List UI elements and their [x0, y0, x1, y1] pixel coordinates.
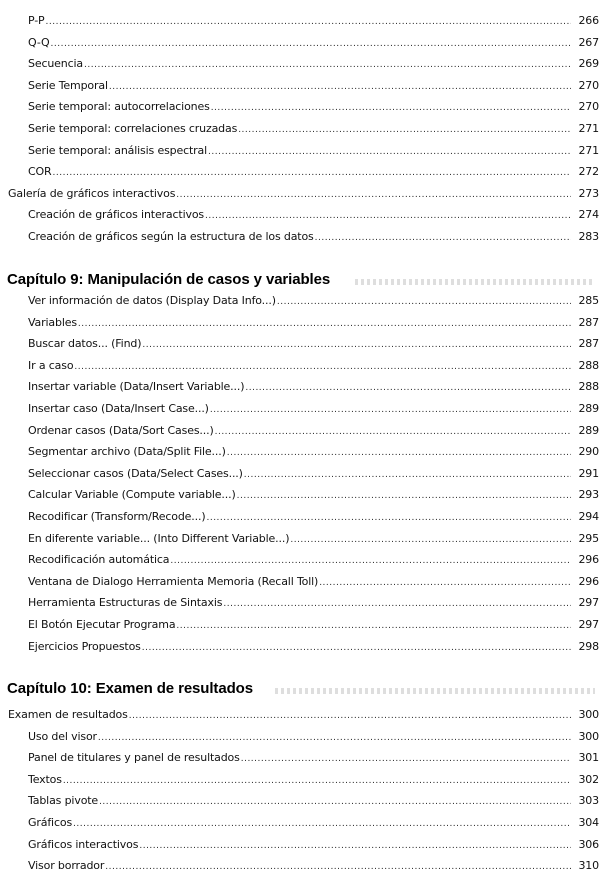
toc-entry[interactable] — [0, 855, 600, 877]
toc-entry-page-number: 270 — [578, 100, 599, 114]
toc-entry-label: Insertar caso (Data/Insert Case...) — [28, 401, 209, 415]
toc-entry[interactable] — [0, 398, 600, 420]
toc-entry-label: Galería de gráficos interactivos — [8, 186, 176, 200]
toc-entry[interactable] — [0, 834, 600, 856]
chapter-10-heading: Capítulo 10: Examen de resultados — [7, 680, 253, 697]
toc-entry[interactable] — [0, 290, 600, 312]
dot-leader — [84, 55, 571, 77]
toc-entry-page-number: 303 — [578, 794, 599, 808]
toc-entry-page-number: 273 — [578, 186, 599, 200]
toc-entry-page-number: 291 — [578, 466, 599, 480]
toc-entry[interactable] — [0, 10, 600, 32]
toc-entry-label: Recodificar (Transform/Recode...) — [28, 509, 206, 523]
toc-entry-label: En diferente variable... (Into Different Variable...) — [28, 531, 290, 545]
toc-entry[interactable] — [0, 312, 600, 334]
toc-entry-label: Gráficos interactivos — [28, 837, 139, 851]
dot-leader — [142, 335, 571, 357]
toc-entry-label: Creación de gráficos según la estructura de los datos — [28, 229, 314, 243]
toc-entry[interactable] — [0, 747, 600, 769]
dot-leader — [210, 400, 571, 422]
toc-entry-page-number: 295 — [578, 531, 599, 545]
toc-entry-page-number: 301 — [578, 751, 599, 765]
dot-leader — [227, 443, 571, 465]
toc-group-chapter-10 — [0, 704, 600, 877]
dot-leader — [129, 706, 571, 728]
toc-entry[interactable] — [0, 53, 600, 75]
dot-leader — [139, 836, 571, 858]
toc-entry-page-number: 287 — [578, 337, 599, 351]
toc-entry-label: Recodificación automática — [28, 553, 170, 567]
dot-leader — [290, 530, 571, 552]
toc-entry-page-number: 283 — [578, 229, 599, 243]
toc-entry[interactable] — [0, 355, 600, 377]
toc-entry-page-number: 289 — [578, 423, 599, 437]
toc-entry[interactable] — [0, 528, 600, 550]
toc-entry-page-number: 271 — [578, 121, 599, 135]
toc-entry[interactable] — [0, 376, 600, 398]
dot-leader — [319, 573, 571, 595]
toc-entry-label: Tablas pivote — [28, 794, 99, 808]
toc-entry-label: COR — [28, 165, 52, 179]
toc-entry[interactable] — [0, 333, 600, 355]
toc-entry-label: Visor borrador — [28, 859, 105, 873]
toc-entry-page-number: 304 — [578, 815, 599, 829]
dot-leader — [105, 857, 571, 879]
toc-entry[interactable] — [0, 769, 600, 791]
toc-entry-page-number: 272 — [578, 165, 599, 179]
toc-entry-page-number: 306 — [578, 837, 599, 851]
dot-leader — [46, 12, 571, 34]
toc-entry-label: Ordenar casos (Data/Sort Cases...) — [28, 423, 214, 437]
toc-entry-label: Herramienta Estructuras de Sintaxis — [28, 596, 223, 610]
toc-entry-label: Serie Temporal — [28, 78, 108, 92]
toc-entry-page-number: 300 — [578, 729, 599, 743]
dot-leader — [142, 638, 571, 660]
dot-leader — [99, 792, 571, 814]
dot-leader — [238, 120, 571, 142]
dot-leader — [277, 292, 571, 314]
toc-entry[interactable] — [0, 75, 600, 97]
toc-entry[interactable] — [0, 96, 600, 118]
dot-leader — [74, 357, 571, 379]
chapter-9-heading: Capítulo 9: Manipulación de casos y variables — [7, 271, 331, 288]
dot-leader — [73, 814, 571, 836]
toc-entry[interactable] — [0, 549, 600, 571]
dot-leader — [206, 508, 571, 530]
toc-entry-page-number: 298 — [578, 639, 599, 653]
dot-leader — [215, 422, 571, 444]
toc-entry-page-number: 293 — [578, 488, 599, 502]
toc-entry-page-number: 270 — [578, 78, 599, 92]
dot-leader — [315, 228, 571, 250]
toc-entry-page-number: 288 — [578, 380, 599, 394]
toc-entry-page-number: 289 — [578, 401, 599, 415]
dot-leader — [208, 142, 571, 164]
toc-entry[interactable] — [0, 614, 600, 636]
toc-entry[interactable] — [0, 226, 600, 248]
toc-entry-page-number: 285 — [578, 294, 599, 307]
dot-leader — [176, 185, 571, 207]
toc-entry-page-number: 271 — [578, 143, 599, 157]
dot-leader — [63, 771, 571, 793]
toc-entry-page-number: 287 — [578, 315, 599, 329]
toc-entry-label: Serie temporal: correlaciones cruzadas — [28, 121, 238, 135]
bleed-through-mark — [275, 688, 595, 694]
toc-entry[interactable] — [0, 32, 600, 54]
toc-entry[interactable] — [0, 463, 600, 485]
toc-entry-label: Serie temporal: autocorrelaciones — [28, 100, 210, 114]
bleed-through-mark — [355, 279, 595, 285]
dot-leader — [170, 551, 571, 573]
dot-leader — [205, 206, 571, 228]
toc-entry-page-number: 300 — [578, 708, 599, 721]
toc-entry-page-number: 266 — [578, 14, 599, 27]
toc-entry[interactable] — [0, 592, 600, 614]
toc-group-chapter-9 — [0, 290, 600, 657]
toc-entry-page-number: 302 — [578, 772, 599, 786]
toc-entry[interactable] — [0, 571, 600, 593]
dot-leader — [244, 465, 571, 487]
toc-entry-label: P-P — [28, 14, 45, 27]
dot-leader — [78, 314, 571, 336]
toc-entry[interactable] — [0, 484, 600, 506]
toc-entry-page-number: 269 — [578, 57, 599, 71]
dot-leader — [98, 728, 571, 750]
toc-entry[interactable] — [0, 790, 600, 812]
toc-entry-page-number: 296 — [578, 574, 599, 588]
toc-entry-label: Ver información de datos (Display Data Info...) — [28, 294, 276, 307]
toc-entry-label: Creación de gráficos interactivos — [28, 208, 205, 222]
toc-entry-label: Q-Q — [28, 35, 50, 49]
toc-group-top — [0, 10, 600, 248]
toc-entry[interactable] — [0, 812, 600, 834]
toc-entry-page-number: 297 — [578, 596, 599, 610]
toc-entry-label: Buscar datos... (Find) — [28, 337, 142, 351]
toc-entry-label: Variables — [28, 315, 77, 329]
toc-entry-page-number: 297 — [578, 617, 599, 631]
toc-entry[interactable] — [0, 118, 600, 140]
toc-entry-label: Ejercicios Propuestos — [28, 639, 141, 653]
toc-entry[interactable] — [0, 204, 600, 226]
toc-entry-page-number: 310 — [578, 859, 599, 873]
toc-entry-label: Secuencia — [28, 57, 84, 71]
toc-entry-label: Calcular Variable (Compute variable...) — [28, 488, 236, 502]
toc-entry-label: Uso del visor — [28, 729, 97, 743]
toc-entry[interactable] — [0, 161, 600, 183]
toc-entry[interactable] — [0, 726, 600, 748]
toc-entry[interactable] — [0, 704, 600, 726]
toc-entry-page-number: 274 — [578, 208, 599, 222]
dot-leader — [51, 34, 571, 56]
toc-entry[interactable] — [0, 140, 600, 162]
dot-leader — [245, 378, 571, 400]
toc-entry-page-number: 290 — [578, 445, 599, 459]
toc-entry-page-number: 288 — [578, 358, 599, 372]
toc-entry-page-number: 296 — [578, 553, 599, 567]
toc-entry-label: Seleccionar casos (Data/Select Cases...) — [28, 466, 243, 480]
toc-entry-label: Gráficos — [28, 815, 73, 829]
toc-entry-label: Panel de titulares y panel de resultados — [28, 751, 240, 765]
dot-leader — [53, 163, 571, 185]
toc-entry[interactable] — [0, 636, 600, 658]
toc-entry-label: Serie temporal: análisis espectral — [28, 143, 208, 157]
toc-entry-label: Textos — [28, 772, 62, 786]
toc-entry-label: Examen de resultados — [8, 708, 128, 721]
toc-entry[interactable] — [0, 420, 600, 442]
dot-leader — [211, 98, 571, 120]
toc-entry[interactable] — [0, 441, 600, 463]
dot-leader — [176, 616, 571, 638]
toc-entry-label: Insertar variable (Data/Insert Variable...) — [28, 380, 245, 394]
toc-entry-page-number: 294 — [578, 509, 599, 523]
toc-entry[interactable] — [0, 183, 600, 205]
toc-entry-label: Ir a caso — [28, 358, 74, 372]
dot-leader — [223, 594, 571, 616]
toc-entry-label: Segmentar archivo (Data/Split File...) — [28, 445, 226, 459]
toc-entry-label: El Botón Ejecutar Programa — [28, 617, 176, 631]
toc-entry[interactable] — [0, 506, 600, 528]
toc-entry-page-number: 267 — [578, 35, 599, 49]
toc-entry-label: Ventana de Dialogo Herramienta Memoria (Recall Toll) — [28, 574, 319, 588]
dot-leader — [237, 486, 571, 508]
dot-leader — [241, 749, 571, 771]
dot-leader — [109, 77, 571, 99]
